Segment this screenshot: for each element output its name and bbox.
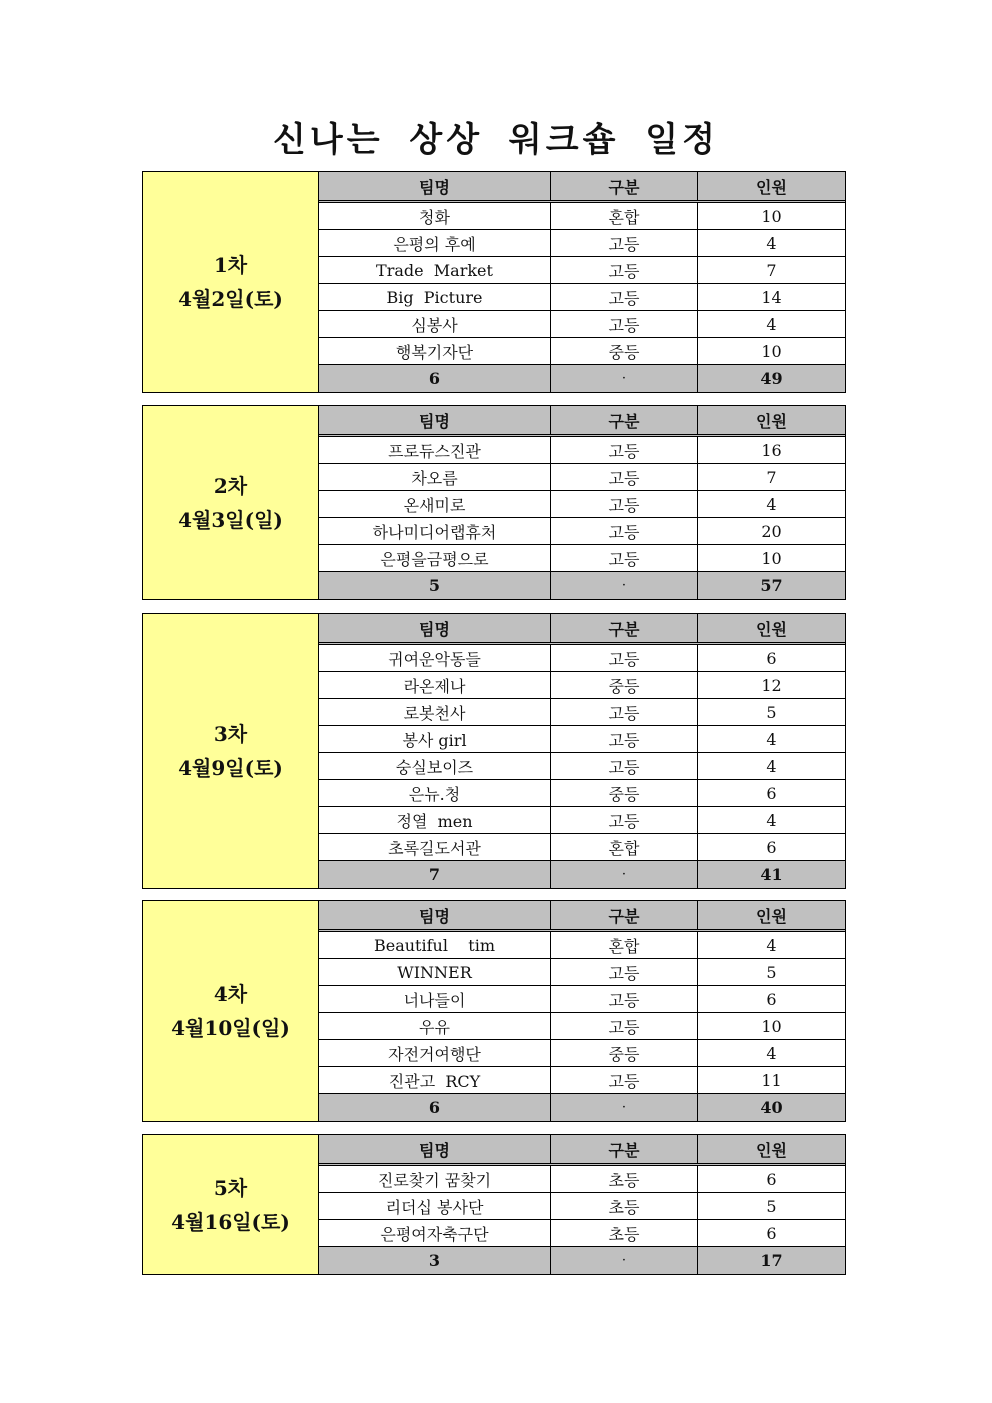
team-name: 행복기자단 bbox=[319, 338, 551, 364]
session-date: 4월9일(토) bbox=[178, 756, 283, 780]
table-row bbox=[319, 1067, 845, 1094]
session-label bbox=[143, 406, 319, 599]
session-table bbox=[319, 1135, 845, 1274]
total-row bbox=[319, 1247, 845, 1274]
table-row bbox=[319, 834, 845, 861]
table-row bbox=[319, 257, 845, 284]
table-row bbox=[319, 311, 845, 338]
team-count: 4 bbox=[766, 729, 777, 749]
team-name: 은평을금평으로 bbox=[319, 545, 551, 571]
table-header bbox=[319, 172, 845, 203]
team-type: 초등 bbox=[551, 1220, 698, 1246]
team-count: 7 bbox=[766, 260, 777, 280]
team-name: 온새미로 bbox=[319, 491, 551, 517]
table-row bbox=[319, 1166, 845, 1193]
header-type: 구분 bbox=[551, 901, 698, 929]
table-row bbox=[319, 726, 845, 753]
team-type: 고등 bbox=[551, 491, 698, 517]
table-row bbox=[319, 1193, 845, 1220]
table-row bbox=[319, 1013, 845, 1040]
team-type: 고등 bbox=[551, 959, 698, 985]
table-row bbox=[319, 959, 845, 986]
session-round: 5차 bbox=[213, 1175, 248, 1200]
total-count: 17 bbox=[760, 1251, 783, 1270]
team-count: 5 bbox=[766, 702, 777, 722]
session-block bbox=[142, 1134, 846, 1275]
team-count: 4 bbox=[766, 233, 777, 253]
header-count: 인원 bbox=[756, 411, 787, 431]
session-table bbox=[319, 406, 845, 599]
total-type: · bbox=[551, 1247, 698, 1274]
team-count: 12 bbox=[761, 675, 782, 695]
team-name: Trade Market bbox=[319, 257, 551, 283]
total-teams: 7 bbox=[319, 861, 551, 888]
team-name: 프로듀스진관 bbox=[319, 437, 551, 463]
table-header bbox=[319, 614, 845, 645]
table-row bbox=[319, 645, 845, 672]
session-round: 2차 bbox=[213, 473, 248, 498]
session-round: 3차 bbox=[213, 722, 248, 746]
table-row bbox=[319, 1040, 845, 1067]
team-name: 리더십 봉사단 bbox=[319, 1193, 551, 1219]
session-label bbox=[143, 172, 319, 392]
table-row bbox=[319, 491, 845, 518]
team-count: 4 bbox=[766, 494, 777, 514]
table-header bbox=[319, 901, 845, 932]
table-row bbox=[319, 780, 845, 807]
team-type: 고등 bbox=[551, 1013, 698, 1039]
table-row bbox=[319, 230, 845, 257]
total-count: 49 bbox=[760, 369, 783, 388]
team-name: 로봇천사 bbox=[319, 699, 551, 725]
session-date: 4월10일(일) bbox=[171, 1016, 290, 1040]
team-type: 고등 bbox=[551, 230, 698, 256]
team-name: 청화 bbox=[319, 203, 551, 229]
table-row bbox=[319, 464, 845, 491]
session-table bbox=[319, 614, 845, 888]
header-team: 팀명 bbox=[319, 172, 551, 200]
team-name: 숭실보이즈 bbox=[319, 753, 551, 779]
table-row bbox=[319, 699, 845, 726]
total-count: 57 bbox=[760, 576, 783, 595]
session-block bbox=[142, 613, 846, 889]
page-title: 신나는 상상 워크숍 일정 bbox=[273, 120, 719, 160]
team-count: 5 bbox=[766, 962, 777, 982]
team-type: 고등 bbox=[551, 311, 698, 337]
team-type: 고등 bbox=[551, 645, 698, 671]
header-type: 구분 bbox=[551, 614, 698, 642]
header-count: 인원 bbox=[756, 1140, 787, 1160]
session-block bbox=[142, 900, 846, 1122]
total-row bbox=[319, 572, 845, 599]
team-count: 20 bbox=[761, 521, 782, 541]
team-name: Big Picture bbox=[319, 284, 551, 310]
team-type: 고등 bbox=[551, 284, 698, 310]
session-label bbox=[143, 901, 319, 1121]
team-type: 중등 bbox=[551, 780, 698, 806]
team-count: 10 bbox=[761, 1016, 782, 1036]
table-header bbox=[319, 1135, 845, 1166]
total-type: · bbox=[551, 861, 698, 888]
total-teams: 3 bbox=[319, 1247, 551, 1274]
team-type: 혼합 bbox=[551, 834, 698, 860]
team-count: 4 bbox=[766, 1043, 777, 1063]
team-name: 초록길도서관 bbox=[319, 834, 551, 860]
table-row bbox=[319, 203, 845, 230]
team-count: 4 bbox=[766, 314, 777, 334]
table-row bbox=[319, 437, 845, 464]
total-count: 41 bbox=[760, 865, 783, 884]
team-count: 4 bbox=[766, 935, 777, 955]
table-row bbox=[319, 753, 845, 780]
team-name: 은평여자축구단 bbox=[319, 1220, 551, 1246]
total-type: · bbox=[551, 1094, 698, 1121]
team-type: 고등 bbox=[551, 807, 698, 833]
team-count: 4 bbox=[766, 810, 777, 830]
table-row bbox=[319, 672, 845, 699]
team-type: 혼합 bbox=[551, 932, 698, 958]
team-name: 진관고 RCY bbox=[319, 1067, 551, 1093]
team-name: 귀여운악동들 bbox=[319, 645, 551, 671]
table-row bbox=[319, 1220, 845, 1247]
team-count: 6 bbox=[766, 783, 777, 803]
total-row bbox=[319, 861, 845, 888]
table-row bbox=[319, 986, 845, 1013]
team-count: 10 bbox=[761, 341, 782, 361]
team-type: 고등 bbox=[551, 545, 698, 571]
team-type: 고등 bbox=[551, 726, 698, 752]
table-row bbox=[319, 545, 845, 572]
team-count: 6 bbox=[766, 837, 777, 857]
total-teams: 5 bbox=[319, 572, 551, 599]
team-type: 고등 bbox=[551, 437, 698, 463]
table-row bbox=[319, 807, 845, 834]
team-type: 중등 bbox=[551, 338, 698, 364]
team-type: 고등 bbox=[551, 464, 698, 490]
team-name: 정열 men bbox=[319, 807, 551, 833]
team-type: 고등 bbox=[551, 257, 698, 283]
team-name: WINNER bbox=[319, 959, 551, 985]
header-type: 구분 bbox=[551, 1135, 698, 1163]
header-count: 인원 bbox=[756, 619, 787, 639]
team-name: 차오름 bbox=[319, 464, 551, 490]
team-type: 중등 bbox=[551, 672, 698, 698]
header-count: 인원 bbox=[756, 177, 787, 197]
team-name: 자전거여행단 bbox=[319, 1040, 551, 1066]
total-row bbox=[319, 1094, 845, 1121]
team-count: 14 bbox=[761, 287, 782, 307]
team-name: 은뉴.청 bbox=[319, 780, 551, 806]
team-name: 너나들이 bbox=[319, 986, 551, 1012]
header-type: 구분 bbox=[551, 172, 698, 200]
team-name: 우유 bbox=[319, 1013, 551, 1039]
total-row bbox=[319, 365, 845, 392]
session-label bbox=[143, 614, 319, 888]
header-team: 팀명 bbox=[319, 1135, 551, 1163]
team-name: 진로찾기 꿈찾기 bbox=[319, 1166, 551, 1192]
team-count: 11 bbox=[761, 1070, 782, 1090]
table-row bbox=[319, 284, 845, 311]
total-teams: 6 bbox=[319, 1094, 551, 1121]
team-type: 혼합 bbox=[551, 203, 698, 229]
session-table bbox=[319, 901, 845, 1121]
header-team: 팀명 bbox=[319, 406, 551, 434]
team-type: 고등 bbox=[551, 753, 698, 779]
team-type: 중등 bbox=[551, 1040, 698, 1066]
table-header bbox=[319, 406, 845, 437]
session-round: 1차 bbox=[213, 253, 248, 277]
team-count: 6 bbox=[766, 989, 777, 1009]
total-type: · bbox=[551, 572, 698, 599]
team-name: 심봉사 bbox=[319, 311, 551, 337]
table-row bbox=[319, 932, 845, 959]
team-type: 초등 bbox=[551, 1193, 698, 1219]
team-type: 고등 bbox=[551, 986, 698, 1012]
team-count: 6 bbox=[766, 648, 777, 668]
team-type: 고등 bbox=[551, 1067, 698, 1093]
table-row bbox=[319, 338, 845, 365]
total-teams: 6 bbox=[319, 365, 551, 392]
team-name: 하나미디어랩휴처 bbox=[319, 518, 551, 544]
header-count: 인원 bbox=[756, 906, 787, 926]
session-label bbox=[143, 1135, 319, 1274]
team-count: 4 bbox=[766, 756, 777, 776]
total-count: 40 bbox=[760, 1098, 783, 1117]
header-type: 구분 bbox=[551, 406, 698, 434]
team-count: 6 bbox=[766, 1169, 777, 1189]
total-type: · bbox=[551, 365, 698, 392]
session-block bbox=[142, 405, 846, 600]
team-count: 6 bbox=[766, 1223, 777, 1243]
header-team: 팀명 bbox=[319, 901, 551, 929]
team-type: 고등 bbox=[551, 518, 698, 544]
team-count: 16 bbox=[761, 440, 782, 460]
header-team: 팀명 bbox=[319, 614, 551, 642]
team-name: 봉사 girl bbox=[319, 726, 551, 752]
team-name: 은평의 후예 bbox=[319, 230, 551, 256]
team-type: 고등 bbox=[551, 699, 698, 725]
team-count: 10 bbox=[761, 206, 782, 226]
team-name: 라온제나 bbox=[319, 672, 551, 698]
team-type: 초등 bbox=[551, 1166, 698, 1192]
team-name: Beautiful tim bbox=[319, 932, 551, 958]
team-count: 5 bbox=[766, 1196, 777, 1216]
session-date: 4월16일(토) bbox=[171, 1209, 290, 1234]
session-date: 4월2일(토) bbox=[178, 287, 283, 311]
session-table bbox=[319, 172, 845, 392]
session-date: 4월3일(일) bbox=[178, 507, 283, 532]
session-round: 4차 bbox=[213, 982, 248, 1006]
session-block bbox=[142, 171, 846, 393]
table-row bbox=[319, 518, 845, 545]
team-count: 7 bbox=[766, 467, 777, 487]
team-count: 10 bbox=[761, 548, 782, 568]
